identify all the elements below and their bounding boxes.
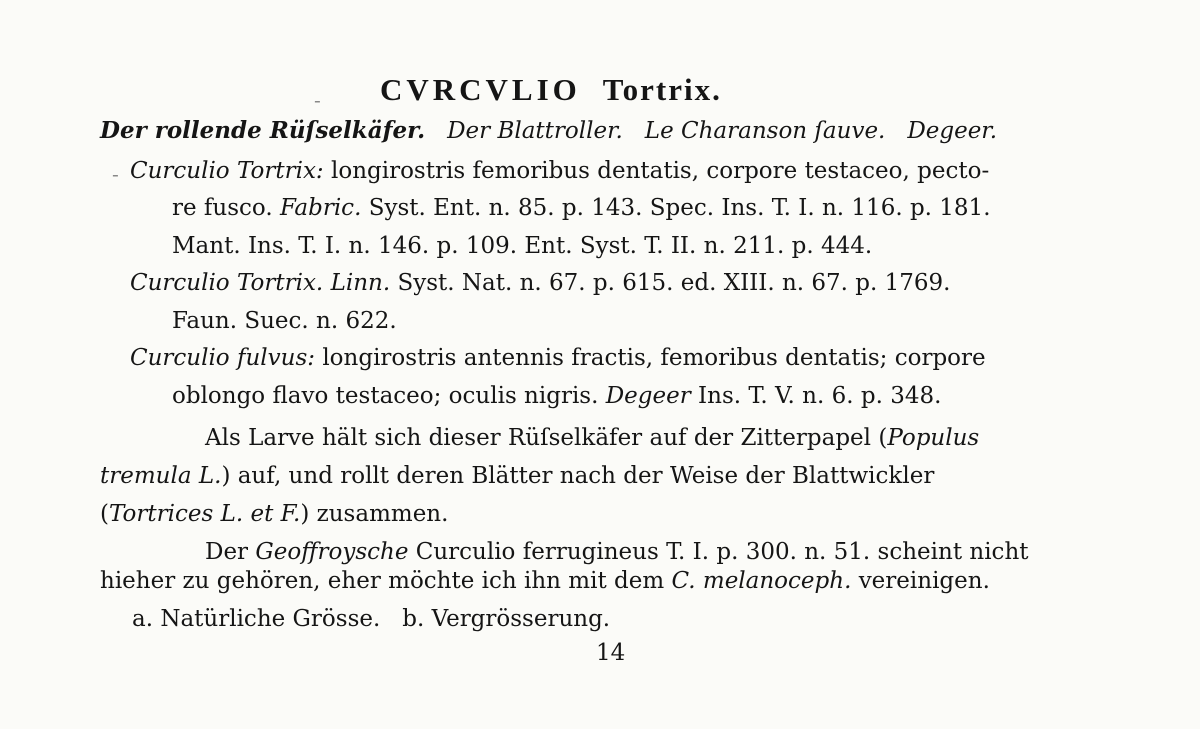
print-mark: - [112, 162, 119, 186]
line-5: Curculio Tortrix. Linn. Syst. Nat. n. 67. p. 615. ed. XIII. n. 67. p. 1769. [130, 270, 951, 296]
line-11: (Tortrices L. et F.) zusammen. [100, 501, 449, 527]
line-9: Als Larve hält sich dieser Rüſselkäfer auf der Zitterpapel (Populus [205, 425, 980, 451]
line-7: Curculio fulvus: longirostris antennis fractis, femoribus dentatis; corpore [130, 345, 986, 371]
page-number: 14 [596, 640, 626, 666]
line-6: Faun. Suec. n. 622. [172, 308, 397, 334]
line-2: Curculio Tortrix: longirostris femoribus dentatis, corpore testaceo, pecto- [130, 158, 990, 184]
line-3: re fusco. Fabric. Syst. Ent. n. 85. p. 143. Spec. Ins. T. I. n. 116. p. 181. [172, 195, 991, 221]
title-main: CVRCVLIO [380, 72, 581, 107]
line-12: Der Geoffroysche Curculio ferrugineus T. I. p. 300. n. 51. scheint nicht [205, 539, 1029, 565]
line-8: oblongo flavo testaceo; oculis nigris. Degeer Ins. T. V. n. 6. p. 348. [172, 383, 942, 409]
line-4: Mant. Ins. T. I. n. 146. p. 109. Ent. Syst. T. II. n. 211. p. 444. [172, 233, 873, 259]
print-mark: - [314, 88, 321, 112]
line-1: Der rollende Rüſselkäfer. Der Blattroller. Le Charanson ſauve. Degeer. [100, 117, 998, 144]
page-title [380, 72, 722, 108]
line-14: a. Natürliche Grösse. b. Vergrösserung. [132, 606, 611, 632]
line-10: tremula L.) auf, und rollt deren Blätter nach der Weise der Blattwickler [100, 463, 935, 489]
line-13: hieher zu gehören, eher möchte ich ihn mit dem C. melanoceph. vereinigen. [100, 568, 990, 594]
title-sub: Tortrix. [602, 72, 722, 107]
